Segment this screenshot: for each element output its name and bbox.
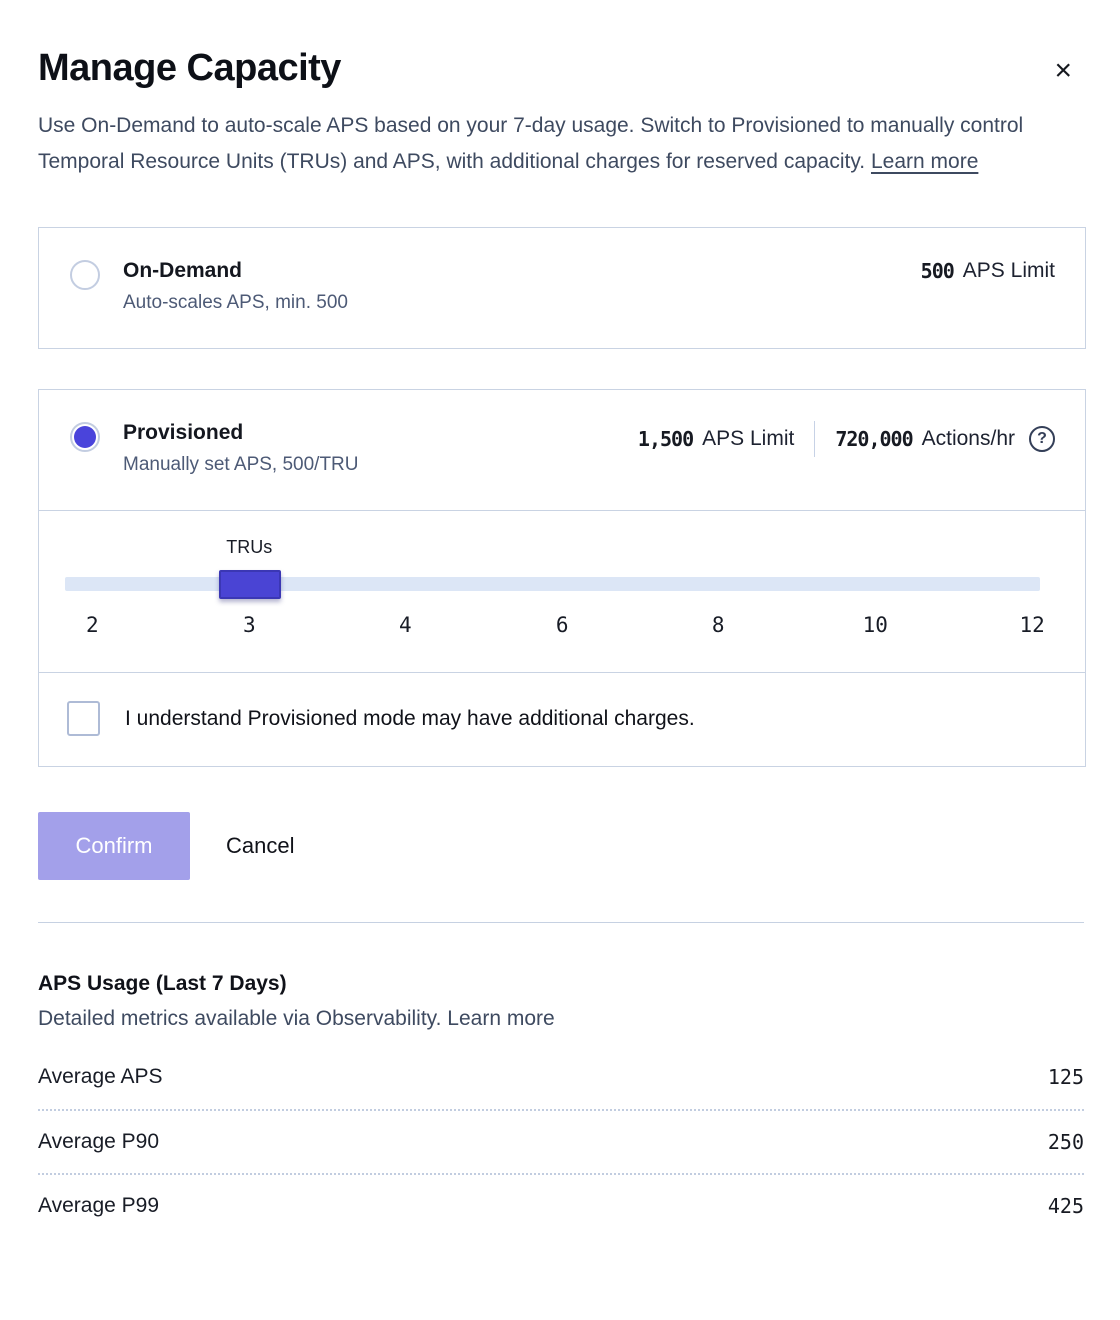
tick-4: 4 [398, 613, 412, 637]
value-separator [814, 421, 815, 457]
on-demand-radio[interactable] [70, 260, 100, 290]
tick-10: 10 [862, 613, 888, 637]
cancel-button[interactable]: Cancel [226, 833, 295, 858]
help-icon[interactable]: ? [1029, 426, 1055, 452]
action-bar [38, 812, 1084, 880]
provisioned-subtitle: Manually set APS, 500/TRU [123, 454, 359, 475]
tick-12: 12 [1019, 613, 1045, 637]
learn-more-link[interactable]: Learn more [870, 150, 979, 173]
tick-6: 6 [555, 613, 569, 637]
on-demand-limit [921, 259, 1055, 283]
on-demand-limit-value: 500 [920, 259, 954, 283]
metrics-list [38, 1045, 1084, 1237]
usage-learn-more-link[interactable]: Learn more [447, 1007, 555, 1030]
tick-3: 3 [242, 613, 256, 637]
metric-value: 425 [1047, 1194, 1084, 1218]
on-demand-title: On-Demand [123, 259, 243, 282]
description-text: Use On-Demand to auto-scale APS based on your 7-day usage. Switch to Provisioned to manually control Temporal Resource Units (TRUs) and APS, with additional charges for reserved capacity. [38, 114, 1024, 173]
provisioned-option-row[interactable] [39, 390, 1085, 510]
tru-slider-section [39, 510, 1085, 672]
tru-slider-handle[interactable] [219, 570, 281, 599]
manage-capacity-modal [0, 46, 1120, 1237]
usage-subtitle-text: Detailed metrics available via Observability. [38, 1007, 442, 1030]
modal-description [38, 108, 1084, 180]
acknowledge-row [39, 672, 1085, 766]
metric-label: Average APS [38, 1065, 163, 1088]
close-icon[interactable]: × [1050, 52, 1076, 90]
provisioned-aps-label: APS Limit [702, 427, 795, 450]
on-demand-limit-label: APS Limit [962, 259, 1055, 282]
provisioned-actions-label: Actions/hr [921, 427, 1015, 450]
on-demand-text [123, 258, 921, 314]
on-demand-subtitle: Auto-scales APS, min. 500 [123, 292, 348, 313]
table-row [38, 1045, 1084, 1109]
metric-label: Average P99 [38, 1194, 160, 1217]
slider-label: TRUs [226, 537, 273, 557]
provisioned-actions-value: 720,000 [835, 427, 913, 451]
provisioned-text [123, 420, 638, 476]
metric-label: Average P90 [38, 1130, 160, 1153]
metric-value: 250 [1047, 1130, 1084, 1154]
on-demand-option-row [39, 228, 1085, 348]
provisioned-radio[interactable] [70, 422, 100, 452]
modal-header [38, 46, 1084, 90]
usage-subtitle [38, 1007, 1084, 1031]
usage-title: APS Usage (Last 7 Days) [38, 972, 287, 995]
provisioned-limits [638, 421, 1055, 457]
acknowledge-checkbox[interactable] [67, 701, 100, 736]
provisioned-title: Provisioned [123, 421, 244, 444]
table-row [38, 1173, 1084, 1237]
page-title: Manage Capacity [38, 47, 341, 89]
metric-value: 125 [1047, 1065, 1084, 1089]
tick-2: 2 [85, 613, 99, 637]
table-row [38, 1109, 1084, 1173]
tick-8: 8 [711, 613, 725, 637]
tru-slider-track[interactable] [65, 577, 1040, 591]
on-demand-card[interactable] [38, 227, 1086, 349]
provisioned-card [38, 389, 1086, 767]
acknowledge-label[interactable]: I understand Provisioned mode may have additional charges. [125, 706, 695, 730]
provisioned-aps-value: 1,500 [637, 427, 694, 451]
section-divider [38, 922, 1084, 923]
slider-ticks [65, 613, 1045, 643]
confirm-button[interactable]: Confirm [38, 812, 190, 880]
aps-usage-section [38, 972, 1084, 1237]
